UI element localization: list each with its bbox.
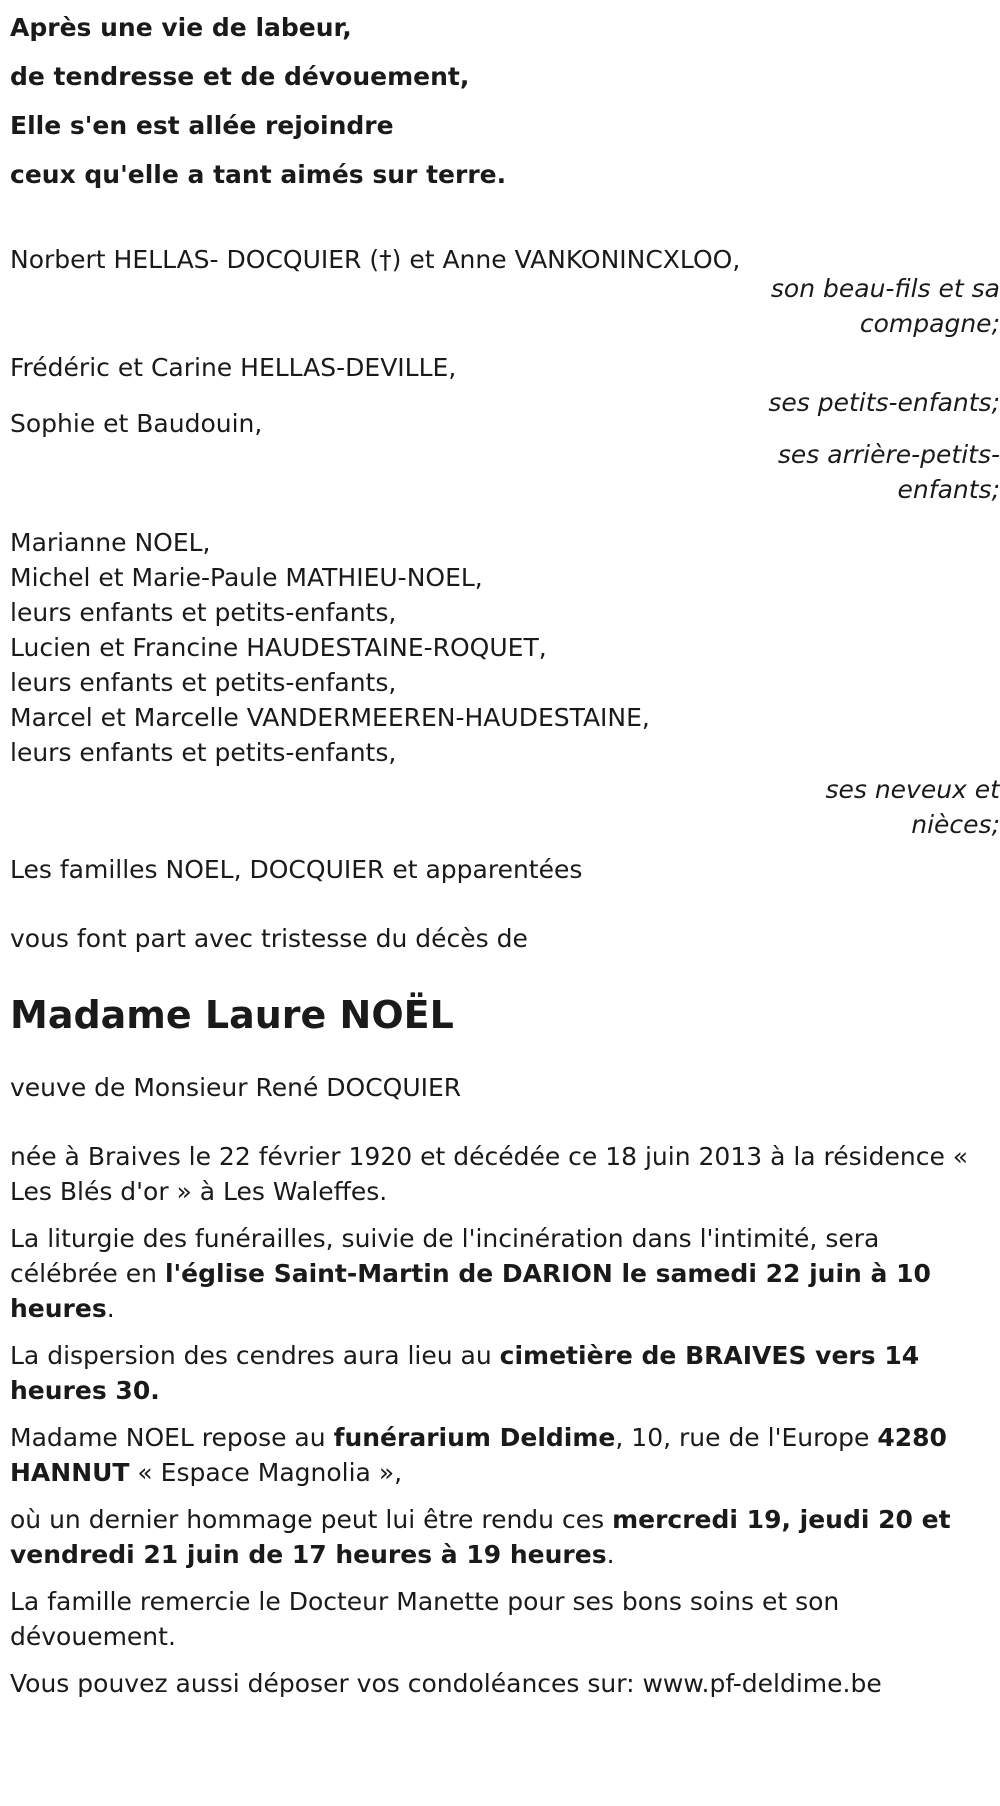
family-list <box>10 243 1000 887</box>
liturgy-place-time: l'église Saint-Martin de DARION le samedi 22 juin à 10 heures <box>10 1259 931 1323</box>
liturgy-paragraph <box>10 1221 970 1326</box>
deceased-name: Madame Laure NOËL <box>10 993 454 1037</box>
nephew-line: Lucien et Francine HAUDESTAINE-ROQUET, <box>10 633 547 662</box>
repose-paragraph <box>10 1420 995 1490</box>
dispersion-place-time: cimetière de BRAIVES vers 14 heures 30. <box>10 1341 920 1405</box>
liturgy-text: La liturgie des funérailles, suivie de l'incinération dans l'intimité, sera célébrée en <box>10 1224 880 1288</box>
family-role: son beau-fils et sa compagne; <box>770 274 1000 338</box>
hommage-paragraph <box>10 1502 1000 1572</box>
funerarium-name: funérarium Deldime <box>333 1423 616 1452</box>
dispersion-paragraph <box>10 1338 970 1408</box>
widow-line: veuve de Monsieur René DOCQUIER <box>10 1073 462 1102</box>
birth-death-paragraph: née à Braives le 22 février 1920 et décédée ce 18 juin 2013 à la résidence « Les Blés d'or » à Les Waleffes. <box>10 1142 969 1206</box>
family-line: Norbert HELLAS- DOCQUIER (†) et Anne VANKONINCXLOO, <box>10 245 741 274</box>
families-line: Les familles NOEL, DOCQUIER et apparentées <box>10 855 583 884</box>
hommage-dates: mercredi 19, jeudi 20 et vendredi 21 juin de 17 heures à 19 heures <box>10 1505 951 1569</box>
family-role: ses arrière-petits-enfants; <box>777 440 1000 504</box>
intro-line: Elle s'en est allée rejoindre <box>10 111 394 140</box>
intro-verse <box>10 3 1000 199</box>
nephew-line: Marcel et Marcelle VANDERMEEREN-HAUDESTAINE, <box>10 703 650 732</box>
nephew-line: Marianne NOEL, <box>10 528 211 557</box>
family-role: ses petits-enfants; <box>768 388 1000 417</box>
repose-address: , 10, rue de l'Europe <box>615 1423 878 1452</box>
intro-line: Après une vie de labeur, <box>10 13 352 42</box>
thanks-paragraph: La famille remercie le Docteur Manette pour ses bons soins et son dévouement. <box>10 1587 840 1651</box>
nephew-line: leurs enfants et petits-enfants, <box>10 668 397 697</box>
hommage-end: . <box>606 1540 615 1569</box>
hommage-text: où un dernier hommage peut lui être rendu ces <box>10 1505 613 1534</box>
nephew-line: leurs enfants et petits-enfants, <box>10 598 397 627</box>
condolences-paragraph: Vous pouvez aussi déposer vos condoléances sur: www.pf-deldime.be <box>10 1669 882 1698</box>
family-line: Frédéric et Carine HELLAS-DEVILLE, <box>10 353 457 382</box>
family-role: ses neveux et nièces; <box>825 775 1000 839</box>
intro-line: ceux qu'elle a tant aimés sur terre. <box>10 160 507 189</box>
nephew-line: leurs enfants et petits-enfants, <box>10 738 397 767</box>
nephew-line: Michel et Marie-Paule MATHIEU-NOEL, <box>10 563 483 592</box>
repose-text: Madame NOEL repose au <box>10 1423 334 1452</box>
family-line: Sophie et Baudouin, <box>10 409 263 438</box>
intro-line: de tendresse et de dévouement, <box>10 62 470 91</box>
dispersion-text: La dispersion des cendres aura lieu au <box>10 1341 500 1370</box>
repose-room: « Espace Magnolia », <box>129 1458 403 1487</box>
announce-line: vous font part avec tristesse du décès de <box>10 924 528 953</box>
repose-city: 4280 HANNUT <box>10 1423 947 1487</box>
liturgy-end: . <box>106 1294 115 1323</box>
